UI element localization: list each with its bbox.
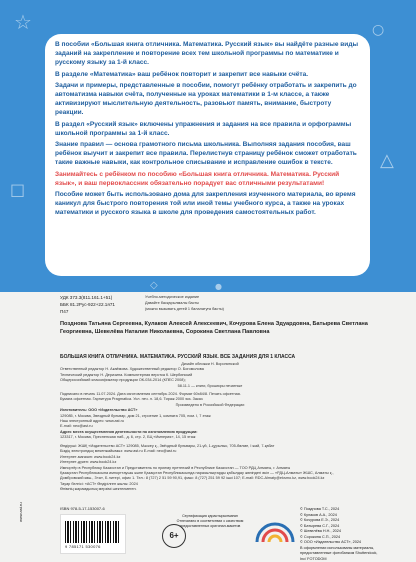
copyright-line: © ООО «Издательство АСТ», 2024 xyxy=(300,540,377,546)
star-icon: ☆ xyxy=(14,10,32,34)
intro-paragraph: В раздел «Русский язык» включены упражнения и задания на все правила и орфограммы школьной программы за 1-й класс. xyxy=(55,120,360,138)
kz-line: Интернет-магазин: www.book24.kz xyxy=(60,455,360,460)
book-title: БОЛЬШАЯ КНИГА ОТЛИЧНИКА. МАТЕМАТИКА. РУССКИЙ ЯЗЫК. ВСЕ ЗАДАНИЯ ДЛЯ 1 КЛАССА xyxy=(60,354,295,360)
printed-note: Отпечатано в соответствии с качеством предоставленных оригинал-макетов xyxy=(170,519,250,529)
made-in: Произведено в Российской Федерации xyxy=(60,403,360,408)
claims: Адрес места осуществления деятельности по изготовлению продукции: xyxy=(60,430,360,435)
kz-line: Домбровский көш., 3«а», Б литері, офис 1. Тел.: 8 (727) 2 51 59 90,91, факс: 8 (727) 251 59 92 ішкі 107; E-mail: RDC-Almaty@eksmo.kz, www.book24.kz xyxy=(60,476,360,481)
kz-line: Өнімнің жарамдылық мерзімі шектелмеген. xyxy=(60,487,360,492)
copyright-line: Inc/ FOTODOM xyxy=(300,557,377,562)
imprint-section xyxy=(0,292,416,558)
copyright-line: © Сорокина С.П., 2024 xyxy=(300,535,377,541)
udk-code: УДК 373.3(811.161.1+51) xyxy=(60,295,112,301)
barcode-bars xyxy=(65,521,121,543)
tech-editor: Технический редактор Н. Деризина. Компьютерная верстка К. Шербинский xyxy=(60,373,360,378)
series-note-2: (можно вызывать детей 1 балалатуға басты) xyxy=(145,307,224,312)
print-block xyxy=(60,392,360,441)
classifier-2: 58.11.1 — книги, брошюры печатные xyxy=(60,384,360,389)
kz-line: Тауар белгісі: «АСТ» Өндірілген жылы: 2024 xyxy=(60,482,360,487)
intro-paragraph: Задачи и примеры, представленные в пособии, помогут ребёнку отработать и закрепить до автоматизма навыки счёта, полученные на уроках математики в 1-м классе, а также активизируют мыслительную деятельность, разовьют память, внимание, быстроту реакции. xyxy=(55,81,360,118)
intro-paragraph: В пособии «Большая книга отличника. Математика. Русский язык» вы найдёте разные виды заданий на закрепление и повторение всех тем школьной программы по математике и русскому языку за 1-й класс. xyxy=(55,40,360,68)
diamond-icon: ◇ xyxy=(150,280,158,291)
cover-design: Дизайн обложки Н. Воронинской xyxy=(60,362,360,367)
maker-address: 129085, г. Москва, Звездный бульвар, дом 21, строение 1, комната 705, пом. I, 7 этаж xyxy=(60,414,360,419)
editors: Ответственный редактор Н. Акаёмова. Художественный редактор О. Богомолова xyxy=(60,367,360,372)
authors: Позднова Татьяна Сергеевна, Кулаков Алексей Алексеевич, Кочурова Елена Эдуардовна, Батырева Светлана Георгиевна, Шевелёва Наталия Николаевна, Сорокина Светлана Павловна xyxy=(60,320,390,336)
kz-line: Импортёр в Республику Казахстан и Представитель по приему претензий в Республике Казахстан — ТОО РДЦ Алматы, г. Алматы xyxy=(60,466,360,471)
classifier: Общероссийский классификатор продукции ОК-034-2014 (КПЕС 2008); xyxy=(60,378,360,383)
circle-icon: ○ xyxy=(372,22,384,38)
edition-type: Учебно-методическое издание xyxy=(145,295,199,300)
publisher-logo-icon xyxy=(253,514,297,548)
intro-card xyxy=(45,34,370,276)
intro-paragraph-highlight: Занимайтесь с ребёнком по пособию «Большая книга отличника. Математика. Русский язык», и ваш первоклассник обязательно порадует вас отличными результатами! xyxy=(55,170,360,188)
copyrights xyxy=(300,507,377,562)
bbk-code: ББК 81.2Рус-922+22.1я71 xyxy=(60,302,115,308)
kz-line: Өндіруші: ЖШҚ «Издательство АСТ» 129085, Мәскеу қ., Звёздный бульвары, 21-үй, 1-құрылыс, 705-бөлме, I жай, 7-қабат xyxy=(60,444,360,449)
kz-line: Біздің электрондық мекенжайымыз: www.ast.ru E-mail: neo@ast.ru xyxy=(60,449,360,454)
copyright-line: предоставленные фотобанком Shutterstock, xyxy=(300,551,377,557)
intro-paragraph: Знание правил — основа грамотного письма школьника. Выполняя задания пособия, ваш ребёнок выучит и закрепит все правила. Перелистнув страницу ребёнок сможет отработать такие важные навыки, как контрольное списывание и исправление ошибок в тексте. xyxy=(55,140,360,168)
barcode xyxy=(60,514,126,554)
maker-mail: E-mail: neo@ast.ru xyxy=(60,424,360,429)
barcode-digits: 9 785171 530076 xyxy=(65,544,101,549)
certification: Сертификация қарастырылмаған xyxy=(170,514,250,519)
isbn: ISBN 978-5-17-153007-6 xyxy=(60,506,105,511)
website: www.ast.ru xyxy=(18,502,23,522)
age-rating: 6+ xyxy=(162,524,186,548)
copyright-line: © Кулаков А.А., 2024 xyxy=(300,513,377,519)
kz-line: Интернет-дүкен: www.book24.kz xyxy=(60,460,360,465)
triangle-icon: △ xyxy=(380,150,394,171)
intro-paragraph: В разделе «Математика» ваш ребёнок повторит и закрепит все навыки счёта. xyxy=(55,70,360,79)
square-icon: □ xyxy=(10,180,25,199)
copyright-line: © Кочурова Е.Э., 2024 xyxy=(300,518,377,524)
credits-block xyxy=(60,362,360,389)
index-code: П47 xyxy=(60,309,68,315)
maker-web: Наш электронный адрес: www.ast.ru xyxy=(60,419,360,424)
copyright-line: © Батырева С.Г., 2024 xyxy=(300,524,377,530)
kz-block xyxy=(60,444,360,493)
claims-address: 123317, г. Москва, Пресненская наб., д. 6, стр. 2, БЦ «Империя», 14, 15 этаж xyxy=(60,435,360,440)
signed-to-print: Подписано в печать 11.07.2024. Дата изготовления сентябрь 2024. Формат 60х84/8. Печать офсетная. xyxy=(60,392,360,397)
copyright-line: © Шевелёва Н.Н., 2024 xyxy=(300,529,377,535)
paper-info: Бумага офсетная. Гарнитура Pragmatica. Усл. печ. л. 18,6. Тираж 2000 экз. Заказ xyxy=(60,397,360,402)
series-note: Давайте басқарылмалы басты xyxy=(145,301,199,306)
kz-line: Қазақстан Республикасына импорттаушы және Қазақстан Республикасында наразылықтарды қабылдау жөніндегі өкіл — «РДЦ-Алматы» ЖШС, Алматы қ., xyxy=(60,471,360,476)
copyright-line: © Позднова Т.С., 2024 xyxy=(300,507,377,513)
copyright-line: В оформлении использованы материалы, xyxy=(300,546,377,552)
maker: Изготовитель: ООО «Издательство АСТ» xyxy=(60,408,360,413)
dot-icon: ● xyxy=(215,282,222,291)
intro-paragraph: Пособие может быть использовано дома для закрепления изученного материала, во время каникул для быстрого повторения той или иной темы учебного курса, а также на уроках математики и русского языка в школе для проведения самостоятельных работ. xyxy=(55,190,360,218)
